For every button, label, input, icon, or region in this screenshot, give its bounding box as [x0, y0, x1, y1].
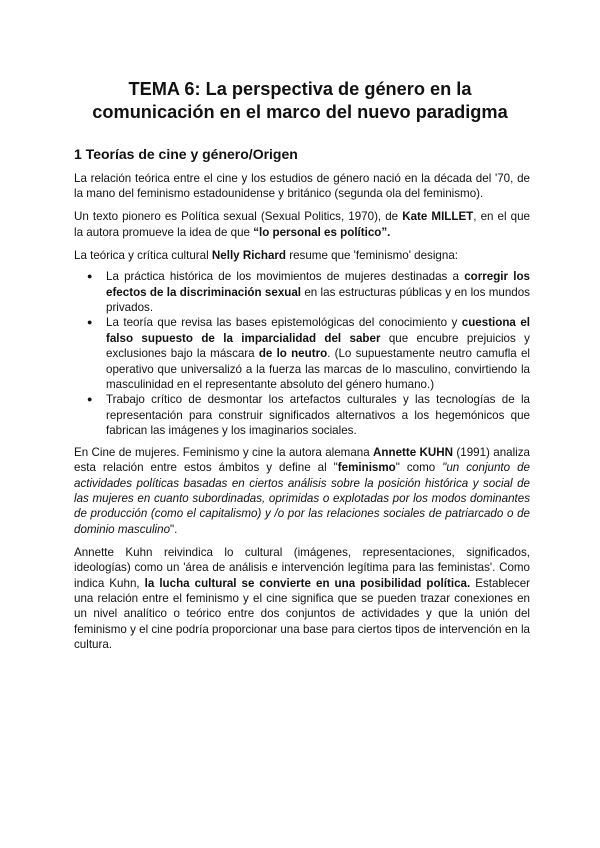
text-run: La práctica histórica de los movimientos de mujeres destinadas a — [106, 270, 465, 284]
list-item — [87, 269, 530, 315]
text-run: " como — [395, 461, 443, 475]
text-bold: la lucha cultural se convierte en una posibilidad política. — [144, 576, 471, 590]
paragraph-4 — [74, 445, 530, 537]
text-bold: cuestiona el falso supuesto de la imparcialidad del saber — [106, 316, 531, 345]
paragraph-5 — [74, 545, 530, 653]
text-run: Un texto pionero es Política sexual (Sexual Politics, 1970), de — [74, 210, 403, 224]
author-name: Kate MILLET — [402, 210, 474, 224]
text-run: En Cine de mujeres. Feminismo y cine la autora alemana — [74, 445, 374, 459]
body-text — [74, 171, 530, 660]
text-bold: de lo neutro — [258, 347, 328, 361]
quote-bold: “lo personal es político”. — [253, 225, 391, 239]
definition-list — [74, 269, 530, 438]
author-name: Annette KUHN — [373, 445, 454, 459]
text-run: que encubre prejuicios y exclusiones bajo la máscara — [106, 331, 530, 361]
text-run: (1991) analiza esta relación entre estos ámbitos y define al " — [74, 445, 530, 475]
text-run: . (Lo supuestamente neutro camufla el operativo que universalizó a la fuerza las marcas de lo masculino, convirtiendo la masculinidad en el representante absoluto del género humano.) — [106, 347, 530, 392]
bullet-icon: ● — [87, 394, 93, 405]
section-heading: 1 Teorías de cine y género/Origen — [74, 146, 298, 162]
paragraph-3 — [74, 248, 530, 263]
text-run: en las estructuras públicas y en los mundos privados. — [106, 285, 530, 315]
text-run: Establecer una relación entre el feminismo y el cine significa que se pueden trazar conexiones en un nivel analítico o teórico entre dos conjuntos de actividades y que la unión del feminismo y el cine podría proporcionar una base para ciertos tipos de intervención en la cultura. — [74, 576, 530, 652]
bullet-icon: ● — [87, 271, 93, 282]
text-run: Trabajo crítico de desmontar los artefactos culturales y las tecnologías de la representación para construir significados alternativos a los hegemónicos que fabrican las imágenes y los imaginarios sociales. — [106, 393, 530, 438]
bullet-icon: ● — [87, 317, 93, 328]
text-run: La teoría que revisa las bases epistemológicas del conocimiento y — [106, 316, 462, 330]
page-title — [60, 78, 540, 124]
quote-italic: "un conjunto de actividades políticas basadas en ciertos análisis sobre la posición histórica y social de las mujeres en cuanto subordinadas, oprimidas o explotadas por los modos dominantes de producción (como el capitalismo) y /o por las relaciones sociales de patriarcado o de dominio masculino — [74, 461, 530, 536]
list-item — [87, 315, 531, 392]
text-run: Annette Kuhn reivindica lo cultural (imágenes, representaciones, significados, ideologías) como un 'área de análisis e intervención legítima para las feministas'. Como indica Kuhn, — [74, 545, 530, 590]
text-bold: feminismo — [337, 461, 396, 475]
author-name: Nelly Richard — [211, 248, 287, 262]
text-run: , en el que la autora promueve la idea de que — [74, 210, 530, 239]
text-run: La teórica y crítica cultural — [74, 248, 212, 262]
paragraph-1: La relación teórica entre el cine y los estudios de género nació en la década del '70, de la mano del feminismo estadounidense y británico (segunda ola del feminismo). — [74, 172, 530, 201]
paragraph-2 — [74, 209, 530, 240]
text-bold: corregir los efectos de la discriminación sexual — [106, 270, 530, 299]
title-line-1: TEMA 6: La perspectiva de género en la — [128, 79, 472, 99]
title-line-2: comunicación en el marco del nuevo paradigma — [92, 102, 508, 122]
text-run: ". — [170, 522, 178, 536]
text-run: resume que 'feminismo' designa: — [286, 248, 458, 262]
list-item — [87, 392, 530, 438]
